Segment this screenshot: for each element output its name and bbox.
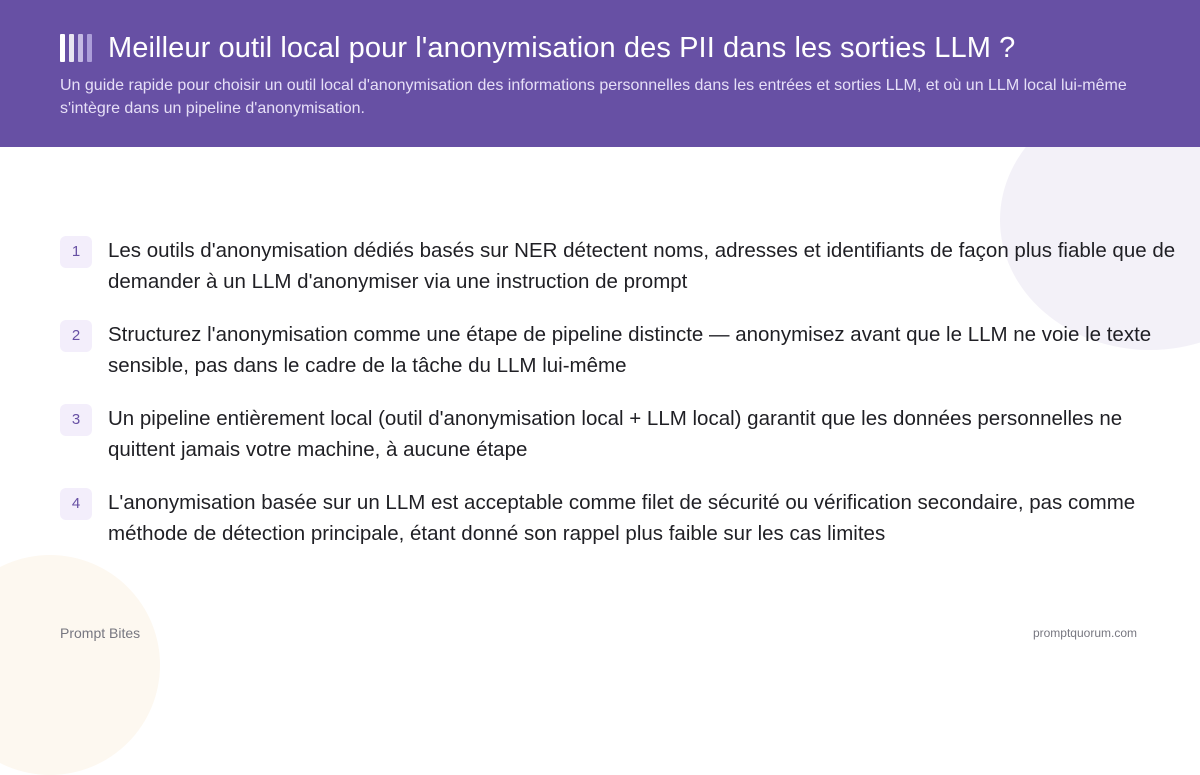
- list-item: [60, 487, 1190, 549]
- page-title: Meilleur outil local pour l'anonymisation des PII dans les sorties LLM ?: [108, 32, 1016, 64]
- point-text: Structurez l'anonymisation comme une étape de pipeline distincte — anonymisez avant que le LLM ne voie le texte sensible, pas dans le cadre de la tâche du LLM lui-même: [108, 323, 1152, 377]
- key-points-list: [60, 235, 1190, 571]
- header-banner: [0, 0, 1200, 147]
- footer-site-link[interactable]: promptquorum.com: [1032, 626, 1137, 640]
- point-number-badge: 3: [60, 404, 92, 436]
- bars-logo-icon: [60, 34, 94, 62]
- footer-brand: Prompt Bites: [60, 625, 141, 641]
- point-text: Les outils d'anonymisation dédiés basés sur NER détectent noms, adresses et identifiants de façon plus fiable que de demander à un LLM d'anonymiser via une instruction de prompt: [108, 239, 1176, 293]
- list-item: [60, 319, 1190, 381]
- point-number-badge: 2: [60, 320, 92, 352]
- list-item: [60, 403, 1190, 465]
- page-subtitle: Un guide rapide pour choisir un outil local d'anonymisation des informations personnelles dans les entrées et sorties LLM, et où un LLM local lui-même s'intègre dans un pipeline d'anonymisation.: [60, 77, 1127, 117]
- point-text: L'anonymisation basée sur un LLM est acceptable comme filet de sécurité ou vérification secondaire, pas comme méthode de détection principale, étant donné son rappel plus faible sur les cas limites: [108, 491, 1136, 545]
- list-item: [60, 235, 1190, 297]
- point-number-badge: 1: [60, 236, 92, 268]
- decorative-circle-left: [0, 555, 160, 775]
- point-text: Un pipeline entièrement local (outil d'anonymisation local + LLM local) garantit que les données personnelles ne quittent jamais votre machine, à aucune étape: [108, 407, 1123, 461]
- point-number-badge: 4: [60, 488, 92, 520]
